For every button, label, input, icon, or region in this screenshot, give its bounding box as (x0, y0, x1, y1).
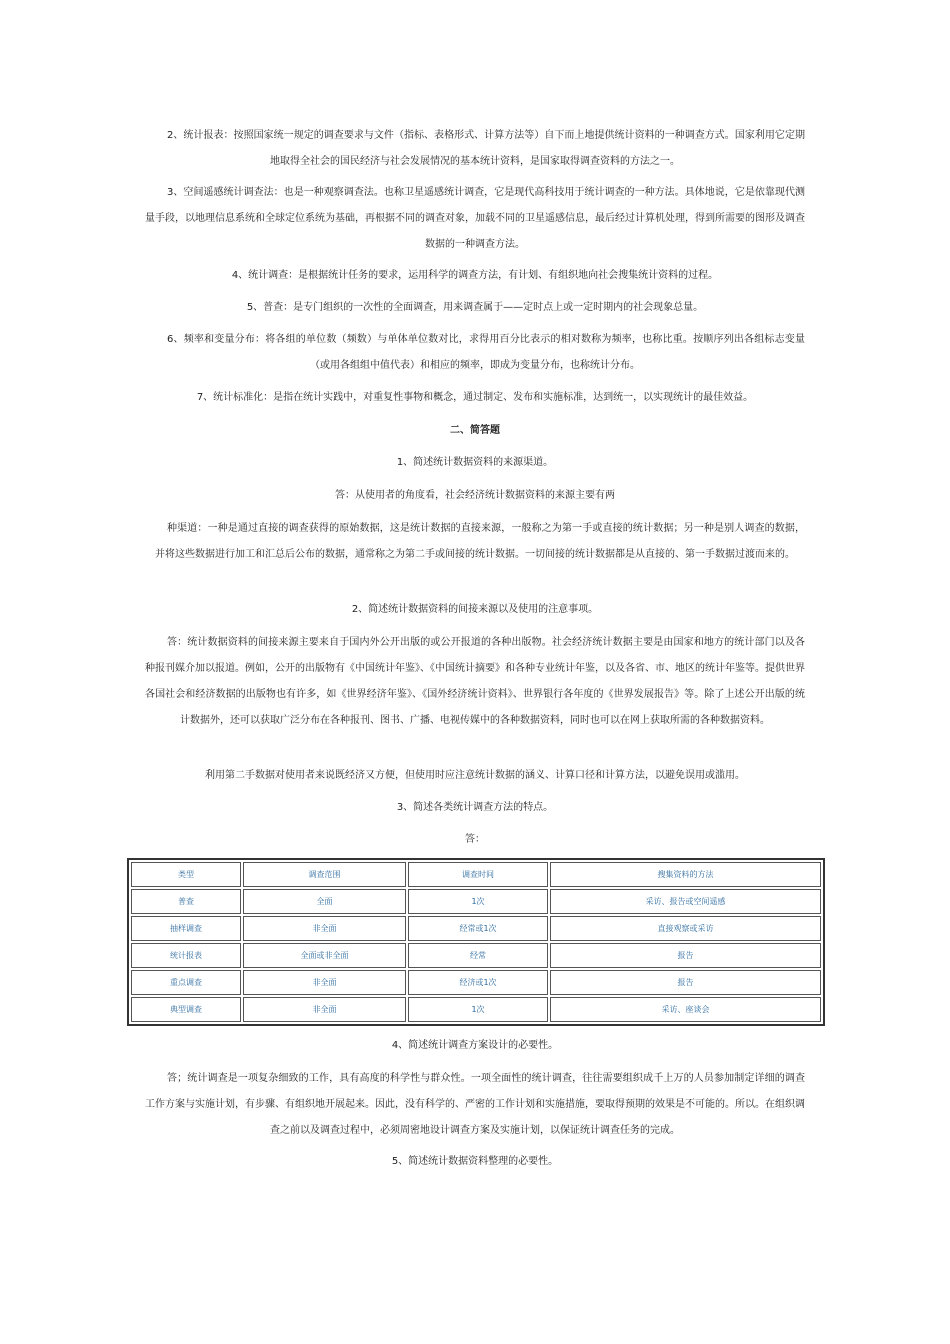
paragraph-census: 5、普查：是专门组织的一次性的全面调查，用来调查属于——定时点上或一定时期内的社会现象总量。 (246, 302, 704, 313)
paragraph-remote-sensing: 3、空间遥感统计调查法：也是一种观察调查法。也称卫星遥感统计调查，它是现代高科技用于统计调查的一种方法。具体地说，它是依靠现代测量手段，以地理信息系统和全球定位系统为基础，再根据不同的调查对象，加载不同的卫星遥感信息，最后经过计算机处理，得到所需要的图形及调查数据的一种调查方法。 (145, 187, 805, 250)
table-cell: 抽样调查 (131, 916, 241, 941)
table-header-row (131, 862, 821, 887)
question-5: 5、简述统计数据资料整理的必要性。 (391, 1156, 559, 1167)
table-cell: 采访、报告或空间遥感 (550, 889, 821, 914)
table-cell: 非全面 (243, 970, 406, 995)
table-cell: 经济或1次 (408, 970, 548, 995)
table-cell: 1次 (408, 997, 548, 1022)
paragraph-standardization: 7、统计标准化：是指在统计实践中，对重复性事物和概念，通过制定、发布和实施标准，达到统一，以实现统计的最佳效益。 (196, 392, 754, 403)
table-header-cell: 搜集资料的方法 (550, 862, 821, 887)
table-cell: 1次 (408, 889, 548, 914)
table-cell: 统计报表 (131, 943, 241, 968)
table-row (131, 943, 821, 968)
paragraph-statistical-report: 2、统计报表：按照国家统一规定的调查要求与文件（指标、表格形式、计算方法等）自下而上地提供统计资料的一种调查方式。国家利用它定期地取得全社会的国民经济与社会发展情况的基本统计资料，是国家取得调查资料的方法之一。 (167, 130, 805, 167)
answer-2-note: 利用第二手数据对使用者来说既经济又方便，但使用时应注意统计数据的涵义、计算口径和计算方法，以避免误用或滥用。 (205, 770, 745, 781)
question-4: 4、简述统计调查方案设计的必要性。 (391, 1040, 559, 1051)
question-3: 3、简述各类统计调查方法的特点。 (396, 802, 554, 813)
question-2: 2、简述统计数据资料的间接来源以及使用的注意事项。 (351, 604, 599, 615)
table-cell: 经常或1次 (408, 916, 548, 941)
answer-2-body: 答：统计数据资料的间接来源主要来自于国内外公开出版的或公开报道的各种出版物。社会经济统计数据主要是由国家和地方的统计部门以及各种报刊媒介加以报道。例如，公开的出版物有《中国统计年鉴》、《中国统计摘要》和各种专业统计年鉴，以及各省、市、地区的统计年鉴等。提供世界各国社会和经济数据的出版物也有许多，如《世界经济年鉴》、《国外经济统计资料》、世界银行各年度的《世界发展报告》等。除了上述公开出版的统计数据外，还可以获取广泛分布在各种报刊、图书、广播、电视传媒中的各种数据资料，同时也可以在网上获取所需的各种数据资料。 (145, 637, 805, 726)
table-row (131, 970, 821, 995)
table-cell: 全面或非全面 (243, 943, 406, 968)
table-cell: 直接观察或采访 (550, 916, 821, 941)
table-row (131, 916, 821, 941)
section-heading: 二、简答题 (450, 425, 500, 436)
table-cell: 采访、座谈会 (550, 997, 821, 1022)
answer-3-label: 答： (465, 834, 485, 845)
answer-1-body: 种渠道：一种是通过直接的调查获得的原始数据，这是统计数据的直接来源，一般称之为第一手或直接的统计数据；另一种是别人调查的数据，并将这些数据进行加工和汇总后公布的数据，通常称之为第二手或间接的统计数据。一切间接的统计数据都是从直接的、第一手数据过渡而来的。 (155, 523, 805, 560)
table-cell: 经常 (408, 943, 548, 968)
table-header-cell: 调查时间 (408, 862, 548, 887)
question-1: 1、简述统计数据资料的来源渠道。 (396, 457, 554, 468)
paragraph-frequency: 6、频率和变量分布：将各组的单位数（频数）与单体单位数对比，求得用百分比表示的相对数称为频率，也称比重。按顺序列出各组标志变量（或用各组组中值代表）和相应的频率，即成为变量分布，也称统计分布。 (167, 334, 805, 371)
table-cell: 非全面 (243, 916, 406, 941)
answer-4-body: 答；统计调查是一项复杂细致的工作，具有高度的科学性与群众性。一项全面性的统计调查，往往需要组织成千上万的人员参加制定详细的调查工作方案与实施计划，有步骤、有组织地开展起来。因此，没有科学的、严密的工作计划和实施措施，要取得预期的效果是不可能的。所以。在组织调查之前以及调查过程中，必须周密地设计调查方案及实施计划，以保证统计调查任务的完成。 (145, 1073, 805, 1136)
table-cell: 全面 (243, 889, 406, 914)
table-header-cell: 类型 (131, 862, 241, 887)
table-cell: 重点调查 (131, 970, 241, 995)
table-header-cell: 调查范围 (243, 862, 406, 887)
table-cell: 报告 (550, 970, 821, 995)
table-cell: 报告 (550, 943, 821, 968)
survey-methods-table (127, 858, 825, 1026)
table-row (131, 997, 821, 1022)
table-cell: 典型调查 (131, 997, 241, 1022)
paragraph-statistical-survey: 4、统计调查：是根据统计任务的要求，运用科学的调查方法，有计划、有组织地向社会搜集统计资料的过程。 (231, 270, 719, 281)
table-row (131, 889, 821, 914)
table-cell: 普查 (131, 889, 241, 914)
answer-1-intro: 答：从使用者的角度看，社会经济统计数据资料的来源主要有两 (335, 490, 615, 501)
table-cell: 非全面 (243, 997, 406, 1022)
